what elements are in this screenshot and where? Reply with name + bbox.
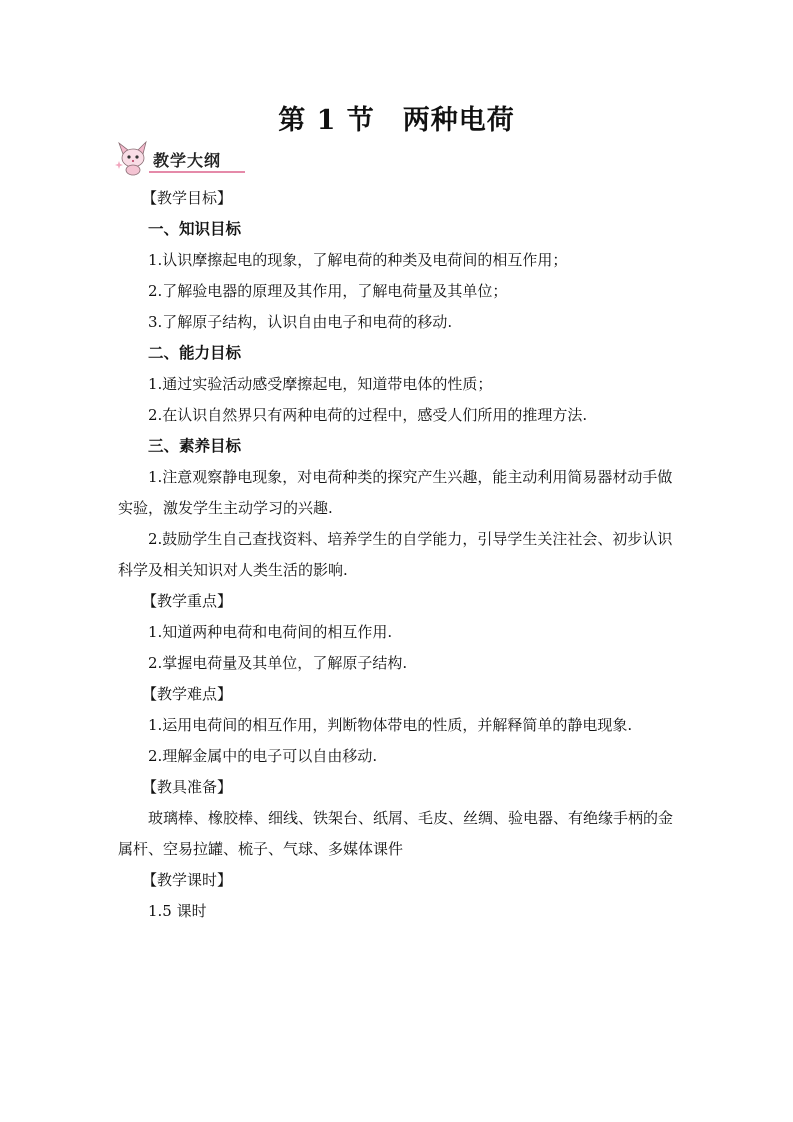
literacy-item: 1.注意观察静电现象，对电荷种类的探究产生兴趣，能主动利用简易器材动手做实验，激发学生主动学习的兴趣.	[118, 468, 673, 517]
knowledge-heading: 一、知识目标	[148, 220, 242, 238]
cartoon-mascot-icon	[115, 140, 151, 176]
badge-underline	[149, 171, 245, 173]
difficulties-label: 【教学难点】	[142, 685, 233, 703]
periods-label: 【教学课时】	[142, 871, 233, 889]
knowledge-item: 2.了解验电器的原理及其作用，了解电荷量及其单位；	[148, 282, 508, 300]
materials-label: 【教具准备】	[142, 778, 233, 796]
document-body	[118, 183, 676, 927]
key-points-label: 【教学重点】	[142, 592, 233, 610]
page-title: 第 1 节 两种电荷	[278, 105, 515, 136]
ability-heading: 二、能力目标	[148, 344, 242, 362]
section-badge	[115, 140, 245, 176]
key-point-item: 2.掌握电荷量及其单位，了解原子结构.	[148, 654, 408, 672]
knowledge-item: 1.认识摩擦起电的现象，了解电荷的种类及电荷间的相互作用；	[148, 251, 568, 269]
ability-item: 1.通过实验活动感受摩擦起电，知道带电体的性质；	[148, 375, 493, 393]
difficulty-item: 1.运用电荷间的相互作用，判断物体带电的性质，并解释简单的静电现象.	[148, 716, 633, 734]
materials-text: 玻璃棒、橡胶棒、细线、铁架台、纸屑、毛皮、丝绸、验电器、有绝缘手柄的金属杆、空易拉罐、梳子、气球、多媒体课件	[118, 809, 674, 858]
knowledge-item: 3.了解原子结构，认识自由电子和电荷的移动.	[148, 313, 453, 331]
literacy-heading: 三、素养目标	[148, 437, 242, 455]
periods-text: 1.5 课时	[148, 902, 207, 920]
ability-item: 2.在认识自然界只有两种电荷的过程中，感受人们所用的推理方法.	[148, 406, 588, 424]
difficulty-item: 2.理解金属中的电子可以自由移动.	[148, 747, 378, 765]
key-point-item: 1.知道两种电荷和电荷间的相互作用.	[148, 623, 393, 641]
badge-label: 教学大纲	[153, 151, 222, 170]
literacy-item: 2.鼓励学生自己查找资料、培养学生的自学能力，引导学生关注社会、初步认识科学及相关知识对人类生活的影响.	[118, 530, 673, 579]
goals-label: 【教学目标】	[142, 189, 233, 207]
